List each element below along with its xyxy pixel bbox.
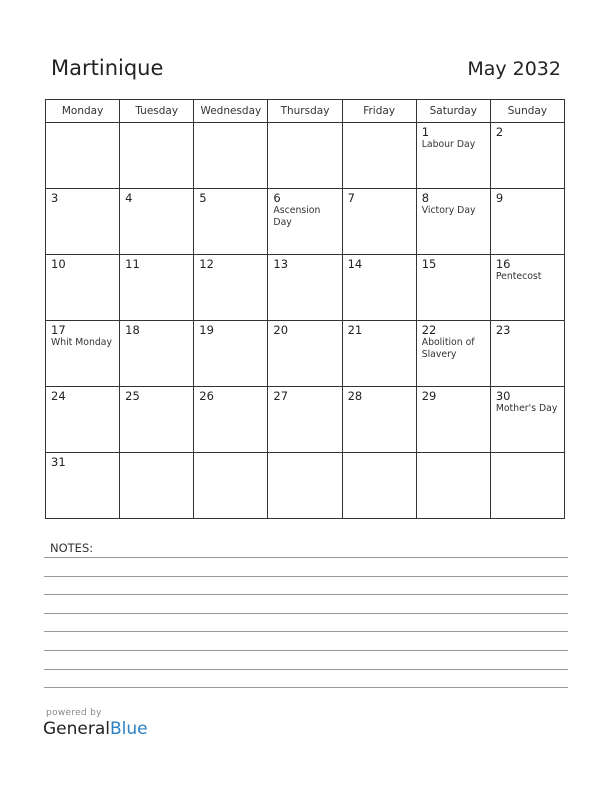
day-cell bbox=[342, 387, 416, 453]
day-cell bbox=[120, 189, 194, 255]
week-row bbox=[46, 123, 565, 189]
day-number: 29 bbox=[421, 389, 437, 403]
note-line bbox=[44, 613, 568, 614]
week-row bbox=[46, 255, 565, 321]
day-cell bbox=[342, 321, 416, 387]
day-cell bbox=[342, 189, 416, 255]
day-cell bbox=[46, 123, 120, 189]
day-number: 13 bbox=[273, 257, 289, 271]
day-cell bbox=[268, 321, 342, 387]
note-line bbox=[44, 650, 568, 651]
day-cell bbox=[120, 123, 194, 189]
day-number: 20 bbox=[273, 323, 289, 337]
holiday-label: Pentecost bbox=[495, 271, 542, 282]
day-number: 16 bbox=[495, 257, 511, 271]
weekday-header: Friday bbox=[342, 100, 416, 123]
day-cell bbox=[268, 189, 342, 255]
day-number: 27 bbox=[273, 389, 289, 403]
day-number: 18 bbox=[125, 323, 140, 337]
day-cell bbox=[342, 255, 416, 321]
day-number: 9 bbox=[495, 191, 504, 205]
day-cell bbox=[416, 453, 490, 519]
brand-name-part1: General bbox=[43, 719, 110, 739]
week-row bbox=[46, 387, 565, 453]
day-cell bbox=[490, 387, 564, 453]
day-number: 26 bbox=[199, 389, 214, 403]
week-row bbox=[46, 189, 565, 255]
calendar-body bbox=[46, 123, 565, 519]
note-line bbox=[44, 576, 568, 577]
day-number: 30 bbox=[495, 389, 511, 403]
brand-name-part2: Blue bbox=[110, 719, 148, 739]
day-number: 1 bbox=[421, 125, 430, 139]
day-cell bbox=[46, 387, 120, 453]
day-number: 21 bbox=[347, 323, 363, 337]
day-number: 14 bbox=[347, 257, 363, 271]
day-cell bbox=[416, 321, 490, 387]
day-cell bbox=[46, 255, 120, 321]
week-row bbox=[46, 453, 565, 519]
day-cell bbox=[120, 255, 194, 321]
calendar-grid bbox=[45, 99, 565, 519]
week-row bbox=[46, 321, 565, 387]
holiday-label: Ascension Day bbox=[273, 205, 321, 228]
weekday-header: Tuesday bbox=[120, 100, 194, 123]
note-line bbox=[44, 687, 568, 688]
day-number: 17 bbox=[51, 323, 66, 337]
weekday-header-row bbox=[46, 100, 565, 123]
day-cell bbox=[490, 453, 564, 519]
holiday-label: Whit Monday bbox=[51, 337, 112, 348]
day-cell bbox=[490, 189, 564, 255]
day-number: 6 bbox=[273, 191, 281, 205]
brand-logo bbox=[43, 708, 148, 739]
note-line bbox=[44, 631, 568, 632]
calendar-country-title: Martinique bbox=[51, 56, 164, 80]
day-number: 3 bbox=[51, 191, 59, 205]
powered-by-text: powered by bbox=[46, 708, 102, 718]
holiday-label: Mother's Day bbox=[495, 403, 558, 414]
note-line bbox=[44, 594, 568, 595]
day-cell bbox=[46, 453, 120, 519]
day-cell bbox=[46, 321, 120, 387]
day-number: 4 bbox=[125, 191, 133, 205]
day-cell bbox=[416, 189, 490, 255]
day-cell bbox=[120, 321, 194, 387]
day-number: 22 bbox=[421, 323, 437, 337]
day-number: 5 bbox=[199, 191, 207, 205]
day-cell bbox=[268, 255, 342, 321]
day-number: 7 bbox=[347, 191, 355, 205]
day-number: 28 bbox=[347, 389, 363, 403]
day-number: 23 bbox=[495, 323, 511, 337]
day-cell bbox=[342, 453, 416, 519]
day-cell bbox=[194, 123, 268, 189]
brand-name bbox=[43, 719, 148, 739]
day-cell bbox=[268, 387, 342, 453]
day-cell bbox=[194, 387, 268, 453]
day-cell bbox=[120, 387, 194, 453]
day-cell bbox=[46, 189, 120, 255]
day-cell bbox=[490, 321, 564, 387]
day-number: 11 bbox=[125, 257, 140, 271]
calendar-month-title: May 2032 bbox=[467, 58, 561, 80]
day-cell bbox=[194, 453, 268, 519]
day-cell bbox=[268, 453, 342, 519]
holiday-label: Labour Day bbox=[421, 139, 476, 150]
day-number: 10 bbox=[51, 257, 66, 271]
day-cell bbox=[194, 255, 268, 321]
day-number: 12 bbox=[199, 257, 214, 271]
day-cell bbox=[342, 123, 416, 189]
day-cell bbox=[120, 453, 194, 519]
weekday-header: Saturday bbox=[416, 100, 490, 123]
day-number: 8 bbox=[421, 191, 430, 205]
day-number: 31 bbox=[51, 455, 66, 469]
day-cell bbox=[268, 123, 342, 189]
day-cell bbox=[490, 255, 564, 321]
day-number: 25 bbox=[125, 389, 140, 403]
day-cell bbox=[416, 123, 490, 189]
weekday-header: Thursday bbox=[268, 100, 342, 123]
day-cell bbox=[416, 387, 490, 453]
day-cell bbox=[490, 123, 564, 189]
holiday-label: Abolition of Slavery bbox=[421, 337, 475, 360]
weekday-header: Monday bbox=[46, 100, 120, 123]
day-cell bbox=[194, 321, 268, 387]
weekday-header: Sunday bbox=[490, 100, 564, 123]
day-number: 19 bbox=[199, 323, 214, 337]
note-line bbox=[44, 669, 568, 670]
day-number: 24 bbox=[51, 389, 66, 403]
day-number: 2 bbox=[495, 125, 504, 139]
day-cell bbox=[194, 189, 268, 255]
holiday-label: Victory Day bbox=[421, 205, 476, 216]
notes-label: NOTES: bbox=[50, 541, 94, 555]
weekday-header: Wednesday bbox=[194, 100, 268, 123]
day-number: 15 bbox=[421, 257, 437, 271]
note-line bbox=[44, 557, 568, 558]
day-cell bbox=[416, 255, 490, 321]
